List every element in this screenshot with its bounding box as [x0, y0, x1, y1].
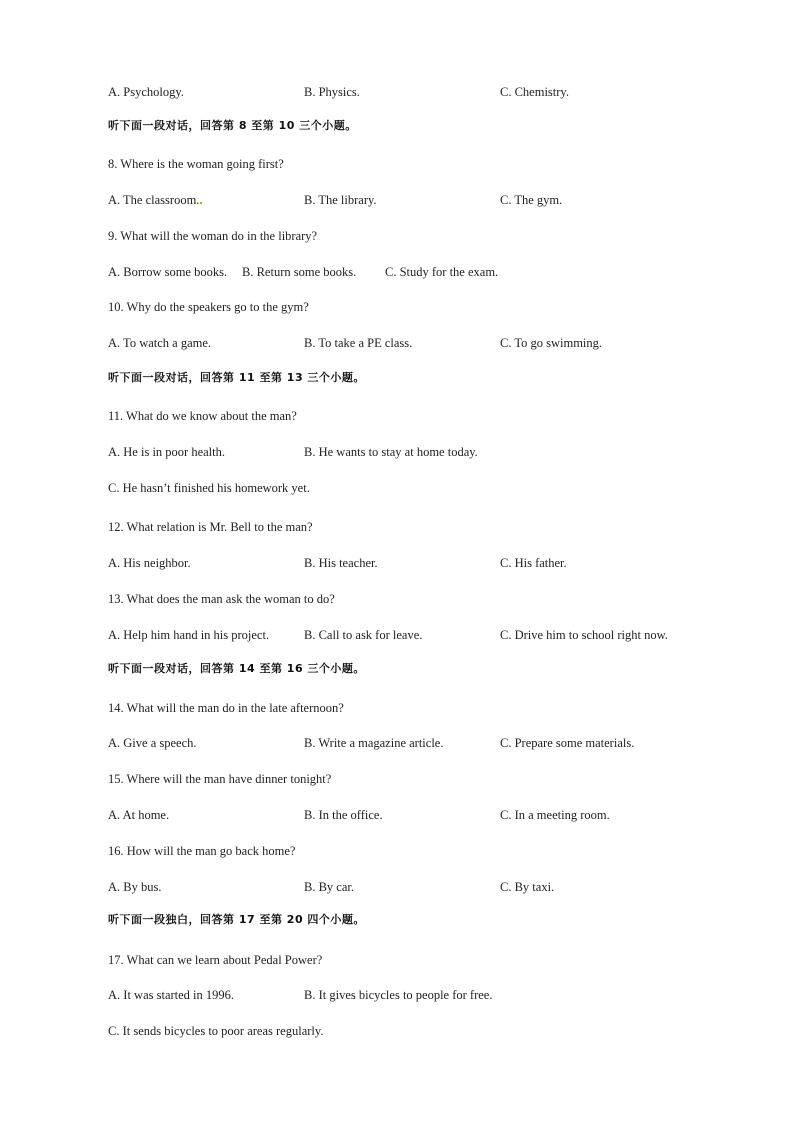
q17-question: 17. What can we learn about Pedal Power?	[108, 953, 323, 967]
q15-option-c: C. In a meeting room.	[500, 808, 610, 822]
q15-option-a: A. At home.	[108, 808, 170, 822]
q13-option-b: B. Call to ask for leave.	[304, 628, 423, 642]
section-heading-8-10: 听下面一段对话，回答第 8 至第 10 三个小题。	[108, 119, 357, 132]
q13-option-a: A. Help him hand in his project.	[108, 628, 270, 642]
q7-option-a: A. Psychology.	[108, 85, 184, 99]
q16-question: 16. How will the man go back home?	[108, 844, 296, 858]
stray-mark	[200, 202, 202, 204]
q7-option-b: B. Physics.	[304, 85, 360, 99]
q11-option-b: B. He wants to stay at home today.	[304, 445, 478, 459]
q14-option-b: B. Write a magazine article.	[304, 736, 444, 750]
q11-option-c: C. He hasn’t finished his homework yet.	[108, 481, 310, 495]
q16-option-b: B. By car.	[304, 880, 354, 894]
q10-option-b: B. To take a PE class.	[304, 336, 413, 350]
q17-option-c: C. It sends bicycles to poor areas regularly.	[108, 1024, 324, 1038]
q16-option-c: C. By taxi.	[500, 880, 555, 894]
q14-option-c: C. Prepare some materials.	[500, 736, 635, 750]
q13-question: 13. What does the man ask the woman to do?	[108, 592, 335, 606]
q10-option-c: C. To go swimming.	[500, 336, 603, 350]
q15-option-b: B. In the office.	[304, 808, 383, 822]
q12-option-a: A. His neighbor.	[108, 556, 191, 570]
q13-option-c: C. Drive him to school right now.	[500, 628, 668, 642]
q12-option-b: B. His teacher.	[304, 556, 378, 570]
section-heading-14-16: 听下面一段对话，回答第 14 至第 16 三个小题。	[108, 662, 365, 675]
q8-option-b: B. The library.	[304, 193, 377, 207]
q12-question: 12. What relation is Mr. Bell to the man?	[108, 520, 313, 534]
q9-option-c: C. Study for the exam.	[385, 265, 499, 279]
q17-option-a: A. It was started in 1996.	[108, 988, 235, 1002]
q9-question: 9. What will the woman do in the library?	[108, 229, 318, 243]
q15-question: 15. Where will the man have dinner tonight?	[108, 772, 332, 786]
q9-option-a: A. Borrow some books.	[108, 265, 228, 279]
q14-question: 14. What will the man do in the late afternoon?	[108, 701, 344, 715]
q11-question: 11. What do we know about the man?	[108, 409, 297, 423]
q9-option-b: B. Return some books.	[242, 265, 357, 279]
q11-option-a: A. He is in poor health.	[108, 445, 225, 459]
q10-option-a: A. To watch a game.	[108, 336, 212, 350]
q17-option-b: B. It gives bicycles to people for free.	[304, 988, 493, 1002]
q12-option-c: C. His father.	[500, 556, 567, 570]
q8-question: 8. Where is the woman going first?	[108, 157, 284, 171]
section-heading-17-20: 听下面一段独白，回答第 17 至第 20 四个小题。	[108, 913, 365, 926]
q10-question: 10. Why do the speakers go to the gym?	[108, 300, 309, 314]
q8-option-a	[108, 192, 202, 208]
q14-option-a: A. Give a speech.	[108, 736, 197, 750]
q8-option-a-text: A. The classroom.	[108, 193, 200, 207]
section-heading-11-13: 听下面一段对话，回答第 11 至第 13 三个小题。	[108, 371, 365, 384]
q7-option-c: C. Chemistry.	[500, 85, 569, 99]
q16-option-a: A. By bus.	[108, 880, 162, 894]
q8-option-c: C. The gym.	[500, 193, 563, 207]
